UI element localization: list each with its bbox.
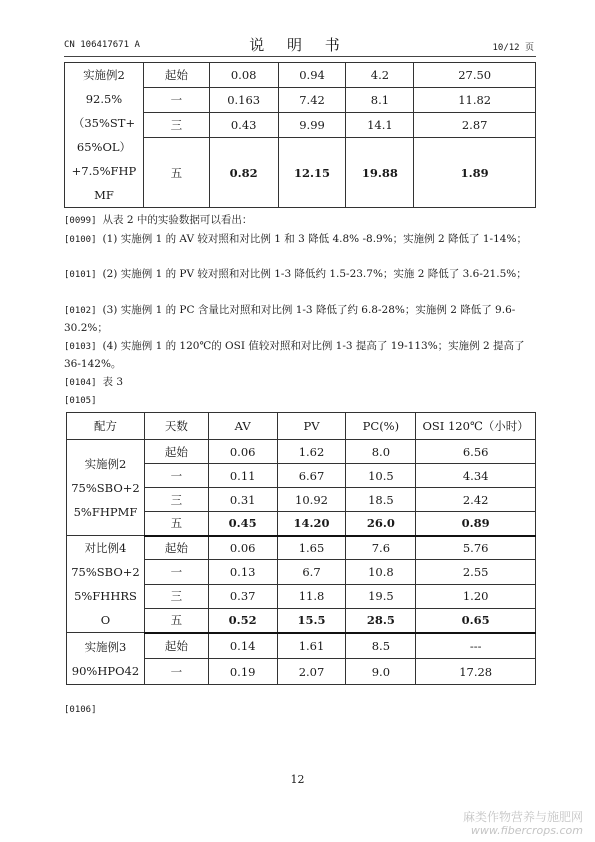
page-number: 12 [290, 773, 305, 786]
table-cell: 14.20 [277, 512, 346, 536]
table-cell: 0.19 [208, 659, 277, 685]
table-cell: 0.37 [208, 584, 277, 608]
table-cell: 五 [144, 512, 208, 536]
paragraph-number: [0106] [64, 705, 97, 715]
column-header: AV [208, 413, 277, 440]
paragraph [64, 374, 534, 392]
table-cell: 10.8 [346, 560, 416, 584]
table-cell: 6.56 [416, 440, 536, 464]
paragraph-number: [0101] [64, 270, 97, 280]
page-header [64, 34, 534, 54]
document-title: 说 明 书 [249, 36, 349, 54]
table-cell: 1.61 [277, 633, 346, 659]
table-cell: 6.7 [277, 560, 346, 584]
table-cell: 起始 [144, 536, 208, 560]
table-cell: 0.08 [209, 63, 278, 88]
table-row [67, 633, 536, 659]
table-row [67, 536, 536, 560]
table-cell: 17.28 [416, 659, 536, 685]
paragraph [64, 231, 534, 249]
table-cell: 0.14 [208, 633, 277, 659]
table-group-label: 实施例2 75%SBO+2 5%FHPMF [67, 440, 145, 536]
table-cell: 0.89 [416, 512, 536, 536]
table-group-label: 对比例4 75%SBO+2 5%FHHRS O [67, 536, 145, 633]
paragraph-number: [0103] [64, 342, 97, 352]
watermark-site-url: www.fibercrops.com [470, 824, 583, 837]
table-cell: 一 [144, 659, 208, 685]
column-header: 配方 [67, 413, 145, 440]
table-cell: 三 [143, 113, 209, 138]
table-cell: 三 [144, 584, 208, 608]
table-row [67, 440, 536, 464]
table-cell: 11.82 [414, 88, 536, 113]
table-cell: 起始 [144, 440, 208, 464]
table-cell: 19.5 [346, 584, 416, 608]
table-cell: 0.52 [208, 608, 277, 632]
table-cell: 0.45 [208, 512, 277, 536]
table-cell: 2.55 [416, 560, 536, 584]
paragraph-number: [0104] [64, 378, 97, 388]
table-header-row [67, 413, 536, 440]
table-cell: 0.31 [208, 488, 277, 512]
table-cell: 26.0 [346, 512, 416, 536]
table-cell: 0.06 [208, 440, 277, 464]
table-group-label: 实施例2 92.5% （35%ST+ 65%OL） +7.5%FHP MF [65, 63, 144, 208]
table-cell: 4.34 [416, 464, 536, 488]
table-cell: 8.0 [346, 440, 416, 464]
table-cell: 4.2 [346, 63, 414, 88]
table-cell: 0.06 [208, 536, 277, 560]
table-cell: 0.13 [208, 560, 277, 584]
paragraph-number: [0100] [64, 235, 97, 245]
column-header: PC(%) [346, 413, 416, 440]
page-of-total: 10/12 页 [492, 43, 534, 53]
table-group-label: 实施例3 90%HPO42 [67, 633, 145, 685]
table-cell: 10.92 [277, 488, 346, 512]
table-cell: 0.65 [416, 608, 536, 632]
table-cell: 8.1 [346, 88, 414, 113]
table-cell: 10.5 [346, 464, 416, 488]
paragraph [64, 212, 534, 230]
table-cell: 2.42 [416, 488, 536, 512]
table-cell: 0.163 [209, 88, 278, 113]
table-cell: 一 [144, 560, 208, 584]
table-cell: 7.42 [278, 88, 346, 113]
table-cell: 1.89 [414, 138, 536, 208]
table-cell: 14.1 [346, 113, 414, 138]
column-header: OSI 120℃（小时） [416, 413, 536, 440]
table-cell: 11.8 [277, 584, 346, 608]
paragraph-text: 表 3 [102, 376, 124, 388]
table-cell: --- [416, 633, 536, 659]
table-cell: 2.87 [414, 113, 536, 138]
table-cell: 1.65 [277, 536, 346, 560]
table-cell: 0.82 [209, 138, 278, 208]
paragraph-number: [0105] [64, 396, 97, 406]
paragraph [64, 392, 534, 410]
table-cell: 五 [143, 138, 209, 208]
paragraph [64, 701, 534, 719]
table-cell: 0.11 [208, 464, 277, 488]
table-cell: 6.67 [277, 464, 346, 488]
paragraph-text: (1) 实施例 1 的 AV 较对照和对比例 1 和 3 降低 4.8% -8.9%；实施例 2 降低了 1-14%； [102, 233, 527, 245]
paragraph-text: (3) 实施例 1 的 PC 含量比对照和对比例 1-3 降低了约 6.8-28%；实施例 2 降低了 9.6-30.2%； [64, 304, 516, 334]
table-cell: 12.15 [278, 138, 346, 208]
paragraph-number: [0102] [64, 306, 97, 316]
paragraph-text: (2) 实施例 1 的 PV 较对照和对比例 1-3 降低约 1.5-23.7%；实施 2 降低了 3.6-21.5%； [102, 268, 527, 280]
table-cell: 27.50 [414, 63, 536, 88]
paragraph-text: (4) 实施例 1 的 120℃的 OSI 值较对照和对比例 1-3 提高了 19-113%；实施例 2 提高了 36-142%。 [64, 340, 525, 370]
table-cell: 0.43 [209, 113, 278, 138]
table-cell: 28.5 [346, 608, 416, 632]
table-cell: 9.0 [346, 659, 416, 685]
table-cell: 5.76 [416, 536, 536, 560]
watermark-site-name: 麻类作物营养与施肥网 [462, 810, 583, 824]
table-cell: 1.20 [416, 584, 536, 608]
table-3 [66, 412, 536, 685]
column-header: 天数 [144, 413, 208, 440]
table-cell: 一 [144, 464, 208, 488]
table-cell: 18.5 [346, 488, 416, 512]
table-row [65, 63, 536, 88]
table-cell: 2.07 [277, 659, 346, 685]
column-header: PV [277, 413, 346, 440]
table-cell: 一 [143, 88, 209, 113]
table-cell: 起始 [143, 63, 209, 88]
table-2-continuation [64, 62, 536, 208]
table-cell: 15.5 [277, 608, 346, 632]
paragraph-text: 从表 2 中的实验数据可以看出： [102, 214, 253, 226]
paragraph [64, 302, 534, 337]
table-cell: 19.88 [346, 138, 414, 208]
table-cell: 7.6 [346, 536, 416, 560]
table-cell: 8.5 [346, 633, 416, 659]
publication-number: CN 106417671 A [64, 40, 140, 50]
table-cell: 五 [144, 608, 208, 632]
table-cell: 1.62 [277, 440, 346, 464]
table-cell: 0.94 [278, 63, 346, 88]
paragraph [64, 266, 534, 284]
paragraph [64, 338, 534, 373]
paragraph-number: [0099] [64, 216, 97, 226]
table-cell: 三 [144, 488, 208, 512]
header-rule [64, 56, 536, 57]
table-cell: 起始 [144, 633, 208, 659]
table-cell: 9.99 [278, 113, 346, 138]
